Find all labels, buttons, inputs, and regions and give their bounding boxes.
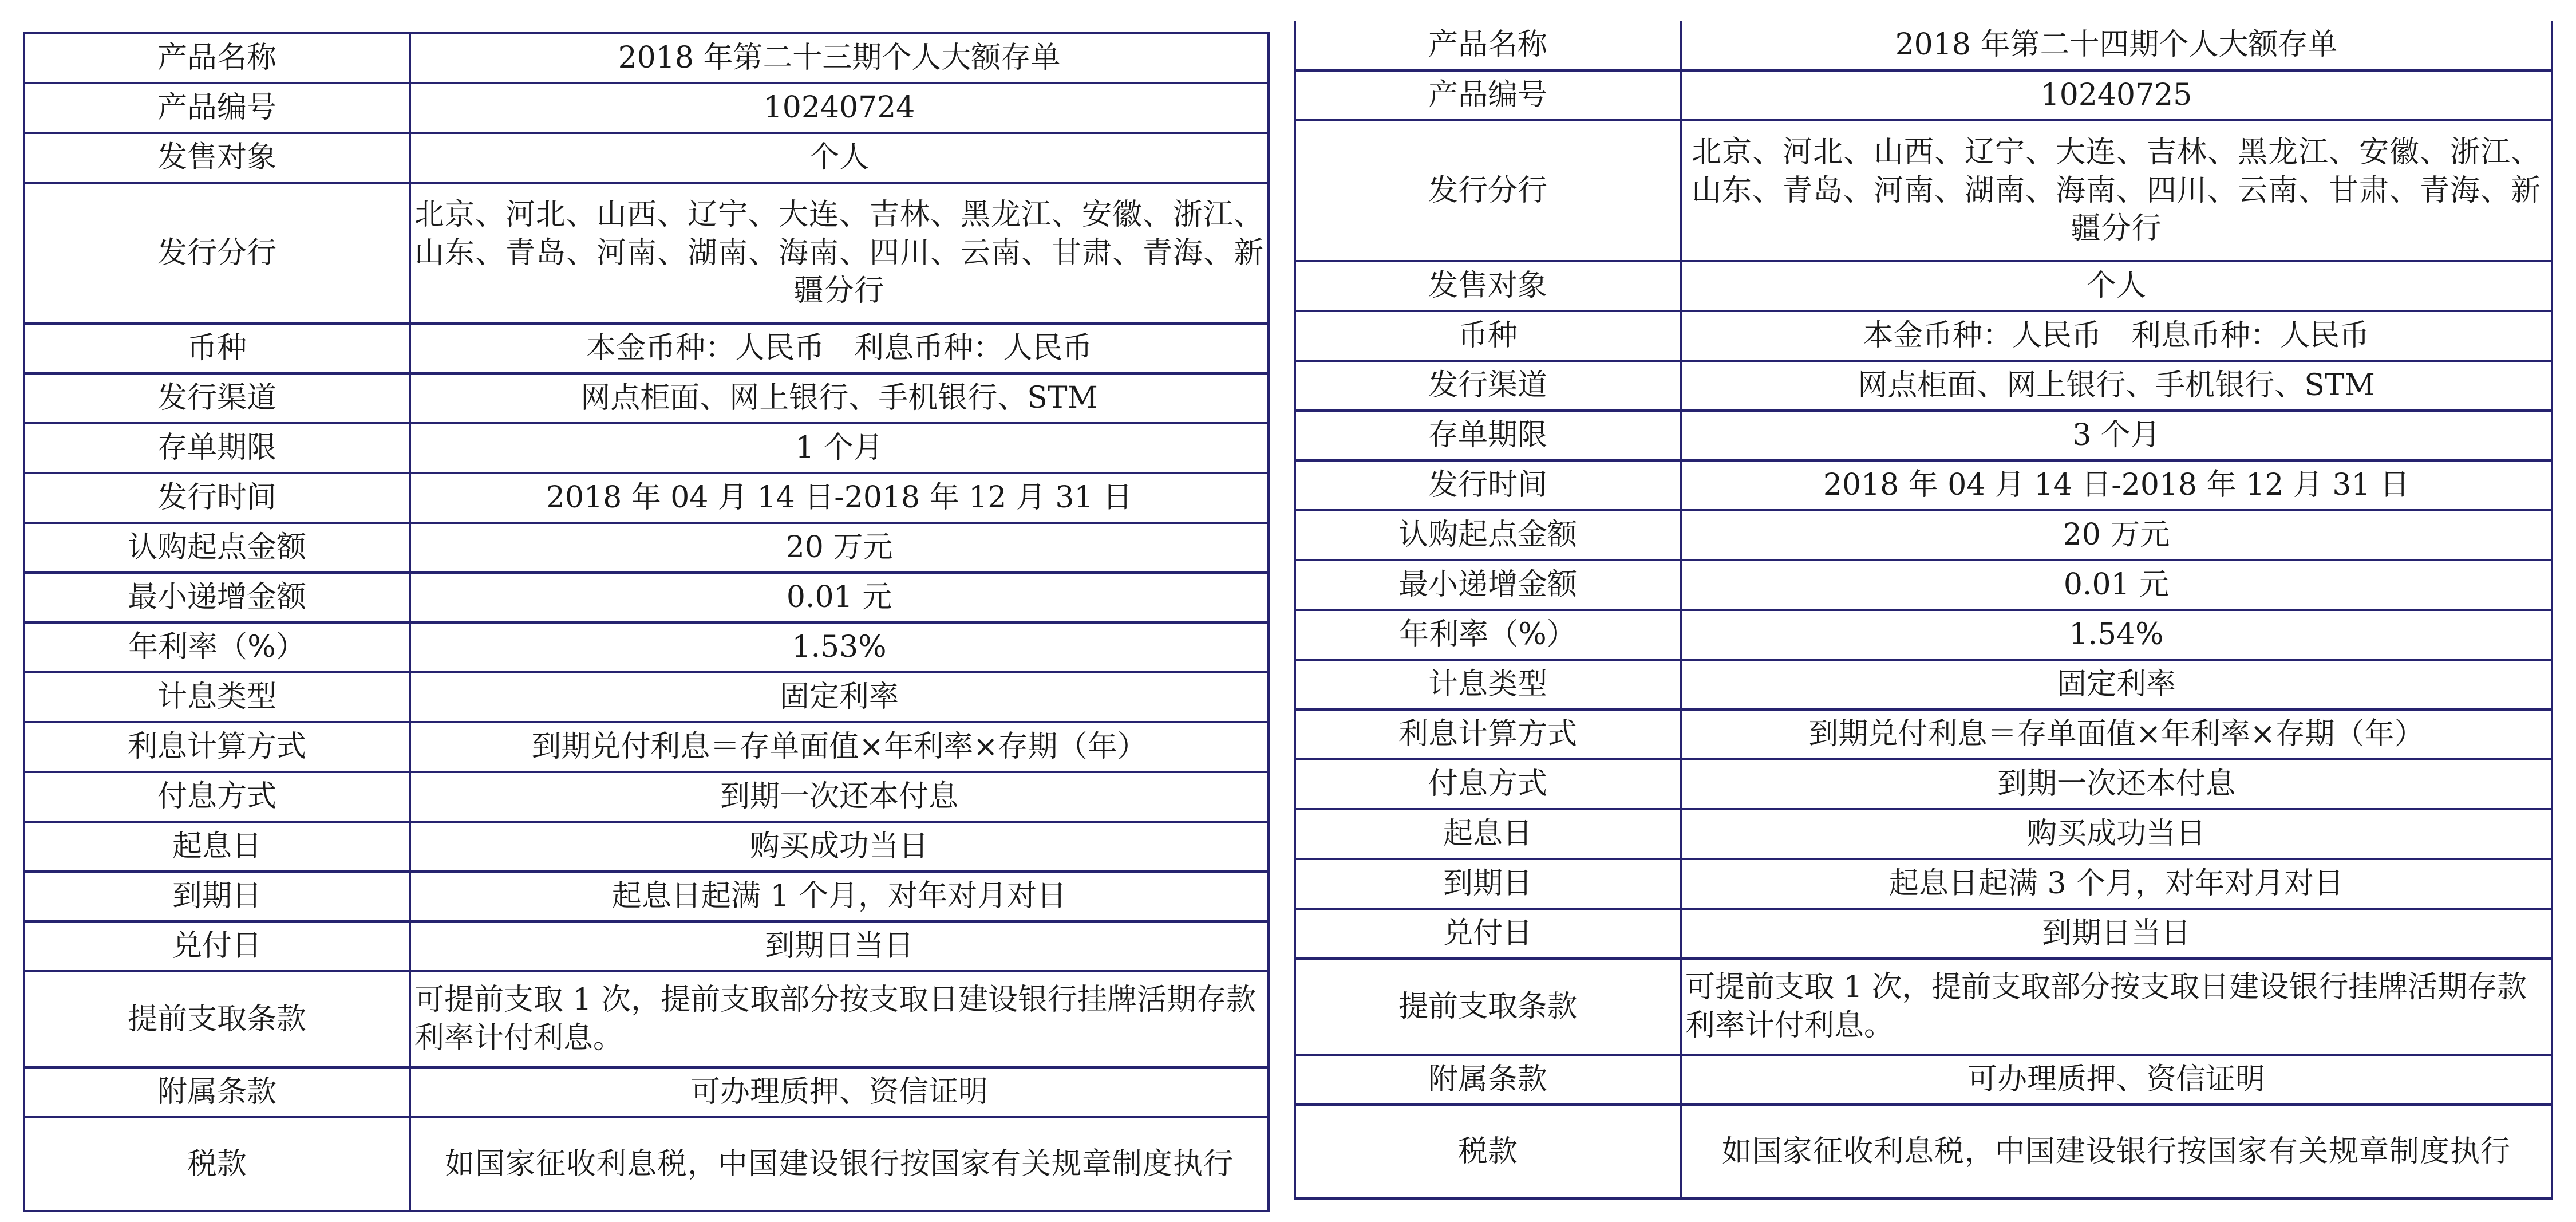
row-value: 3 个月 xyxy=(1681,411,2552,460)
row-value: 2018 年 04 月 14 日-2018 年 12 月 31 日 xyxy=(410,473,1269,523)
row-value: 10240725 xyxy=(1681,70,2552,120)
table-row xyxy=(1295,21,2552,70)
row-label: 发行分行 xyxy=(24,183,410,324)
table-row xyxy=(24,133,1269,183)
row-value: 固定利率 xyxy=(1681,660,2552,709)
row-label: 计息类型 xyxy=(24,672,410,722)
row-label: 附属条款 xyxy=(24,1067,410,1117)
row-label: 发行渠道 xyxy=(24,373,410,423)
row-value: 2018 年 04 月 14 日-2018 年 12 月 31 日 xyxy=(1681,460,2552,510)
row-value: 购买成功当日 xyxy=(1681,809,2552,859)
row-value: 个人 xyxy=(1681,261,2552,311)
table-row xyxy=(1295,909,2552,959)
table-row xyxy=(24,423,1269,473)
table-row xyxy=(24,183,1269,324)
table-row xyxy=(1295,510,2552,560)
row-value: 本金币种：人民币 利息币种：人民币 xyxy=(410,324,1269,373)
table-row xyxy=(24,523,1269,573)
table-row xyxy=(24,1117,1269,1211)
row-label: 产品名称 xyxy=(1295,21,1681,70)
row-label: 认购起点金额 xyxy=(24,523,410,573)
row-label: 到期日 xyxy=(1295,859,1681,909)
row-value: 起息日起满 1 个月，对年对月对日 xyxy=(410,872,1269,921)
table-row xyxy=(1295,1055,2552,1105)
table-row xyxy=(24,33,1269,83)
row-label: 利息计算方式 xyxy=(24,722,410,772)
row-value: 购买成功当日 xyxy=(410,822,1269,872)
row-label: 认购起点金额 xyxy=(1295,510,1681,560)
row-value: 可办理质押、资信证明 xyxy=(410,1067,1269,1117)
table-row xyxy=(24,872,1269,921)
table-row xyxy=(1295,261,2552,311)
row-label: 税款 xyxy=(1295,1105,1681,1199)
table-row xyxy=(24,473,1269,523)
table-row xyxy=(24,921,1269,971)
table-row xyxy=(24,822,1269,872)
row-label: 币种 xyxy=(24,324,410,373)
row-value: 20 万元 xyxy=(1681,510,2552,560)
table-row xyxy=(1295,560,2552,610)
row-label: 存单期限 xyxy=(24,423,410,473)
row-value: 可提前支取 1 次，提前支取部分按支取日建设银行挂牌活期存款利率计付利息。 xyxy=(1681,959,2552,1055)
row-label: 年利率（%） xyxy=(1295,610,1681,660)
table-row xyxy=(1295,1105,2552,1199)
row-label: 附属条款 xyxy=(1295,1055,1681,1105)
table-row xyxy=(24,83,1269,133)
row-label: 发行分行 xyxy=(1295,120,1681,261)
row-value: 本金币种：人民币 利息币种：人民币 xyxy=(1681,311,2552,361)
row-label: 税款 xyxy=(24,1117,410,1211)
table-row xyxy=(24,324,1269,373)
row-label: 发行渠道 xyxy=(1295,361,1681,411)
row-label: 最小递增金额 xyxy=(24,573,410,622)
row-value: 到期一次还本付息 xyxy=(1681,759,2552,809)
row-label: 兑付日 xyxy=(24,921,410,971)
table-row xyxy=(1295,859,2552,909)
row-value: 0.01 元 xyxy=(410,573,1269,622)
row-label: 发售对象 xyxy=(1295,261,1681,311)
row-value: 2018 年第二十三期个人大额存单 xyxy=(410,33,1269,83)
row-value: 北京、河北、山西、辽宁、大连、吉林、黑龙江、安徽、浙江、山东、青岛、河南、湖南、海南、四川、云南、甘肃、青海、新疆分行 xyxy=(1681,120,2552,261)
row-value: 到期兑付利息＝存单面值×年利率×存期（年） xyxy=(410,722,1269,772)
row-value: 可提前支取 1 次，提前支取部分按支取日建设银行挂牌活期存款利率计付利息。 xyxy=(410,971,1269,1067)
row-value: 如国家征收利息税，中国建设银行按国家有关规章制度执行 xyxy=(410,1117,1269,1211)
row-label: 利息计算方式 xyxy=(1295,709,1681,759)
table-row xyxy=(1295,959,2552,1055)
table-row xyxy=(1295,311,2552,361)
row-value: 2018 年第二十四期个人大额存单 xyxy=(1681,21,2552,70)
row-label: 付息方式 xyxy=(1295,759,1681,809)
row-label: 发行时间 xyxy=(24,473,410,523)
row-value: 20 万元 xyxy=(410,523,1269,573)
row-value: 到期日当日 xyxy=(410,921,1269,971)
product-table-right xyxy=(1294,21,2553,1200)
table-row xyxy=(24,573,1269,622)
row-value: 10240724 xyxy=(410,83,1269,133)
table-row xyxy=(24,722,1269,772)
row-label: 付息方式 xyxy=(24,772,410,822)
row-value: 到期日当日 xyxy=(1681,909,2552,959)
table-row xyxy=(1295,70,2552,120)
row-label: 产品名称 xyxy=(24,33,410,83)
row-value: 如国家征收利息税，中国建设银行按国家有关规章制度执行 xyxy=(1681,1105,2552,1199)
row-value: 1.54% xyxy=(1681,610,2552,660)
row-label: 最小递增金额 xyxy=(1295,560,1681,610)
row-value: 到期一次还本付息 xyxy=(410,772,1269,822)
table-row xyxy=(1295,460,2552,510)
table-row xyxy=(1295,361,2552,411)
table-row xyxy=(1295,759,2552,809)
row-label: 起息日 xyxy=(24,822,410,872)
table-row xyxy=(1295,809,2552,859)
row-label: 兑付日 xyxy=(1295,909,1681,959)
row-value: 1 个月 xyxy=(410,423,1269,473)
row-label: 起息日 xyxy=(1295,809,1681,859)
row-label: 发行时间 xyxy=(1295,460,1681,510)
table-row xyxy=(1295,120,2552,261)
table-row xyxy=(24,1067,1269,1117)
row-label: 产品编号 xyxy=(24,83,410,133)
row-label: 产品编号 xyxy=(1295,70,1681,120)
row-label: 提前支取条款 xyxy=(24,971,410,1067)
row-value: 0.01 元 xyxy=(1681,560,2552,610)
table-row xyxy=(1295,709,2552,759)
row-value: 网点柜面、网上银行、手机银行、STM xyxy=(410,373,1269,423)
row-label: 存单期限 xyxy=(1295,411,1681,460)
table-row xyxy=(24,672,1269,722)
row-value: 起息日起满 3 个月，对年对月对日 xyxy=(1681,859,2552,909)
table-row xyxy=(1295,411,2552,460)
table-row xyxy=(1295,660,2552,709)
row-value: 到期兑付利息＝存单面值×年利率×存期（年） xyxy=(1681,709,2552,759)
row-value: 个人 xyxy=(410,133,1269,183)
table-row xyxy=(24,622,1269,672)
row-value: 北京、河北、山西、辽宁、大连、吉林、黑龙江、安徽、浙江、山东、青岛、河南、湖南、海南、四川、云南、甘肃、青海、新疆分行 xyxy=(410,183,1269,324)
row-label: 年利率（%） xyxy=(24,622,410,672)
product-table-left xyxy=(23,32,1270,1212)
row-label: 到期日 xyxy=(24,872,410,921)
row-label: 币种 xyxy=(1295,311,1681,361)
table-row xyxy=(24,373,1269,423)
table-row xyxy=(1295,610,2552,660)
row-label: 发售对象 xyxy=(24,133,410,183)
row-label: 提前支取条款 xyxy=(1295,959,1681,1055)
table-row xyxy=(24,971,1269,1067)
row-label: 计息类型 xyxy=(1295,660,1681,709)
row-value: 可办理质押、资信证明 xyxy=(1681,1055,2552,1105)
row-value: 网点柜面、网上银行、手机银行、STM xyxy=(1681,361,2552,411)
row-value: 1.53% xyxy=(410,622,1269,672)
table-row xyxy=(24,772,1269,822)
row-value: 固定利率 xyxy=(410,672,1269,722)
